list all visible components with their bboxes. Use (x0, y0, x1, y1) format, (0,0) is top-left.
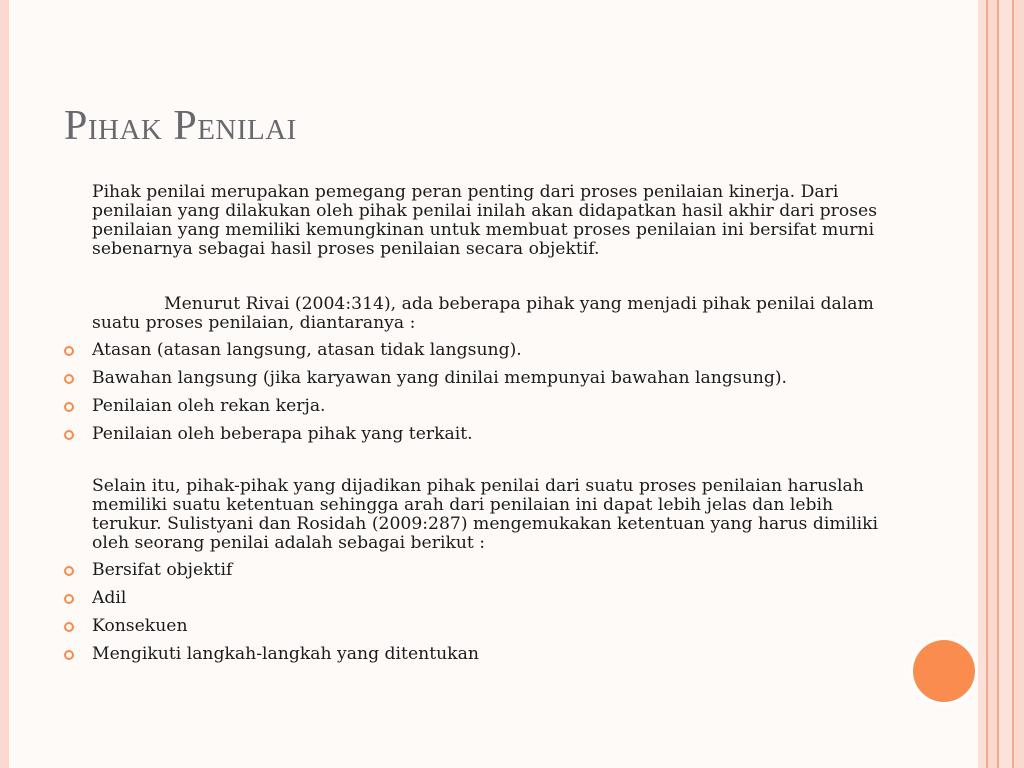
stripe (999, 0, 1012, 768)
bullet-icon (64, 346, 74, 356)
list-item-text: Adil (92, 588, 127, 608)
rivai-paragraph: Menurut Rivai (2004:314), ada beberapa pihak yang menjadi pihak penilai dalam suatu proses penilaian, diantaranya : (92, 294, 874, 333)
evaluator-list (92, 341, 882, 453)
list-item (92, 617, 882, 645)
criteria-list (92, 561, 882, 673)
stripe (978, 0, 986, 768)
slide-body (92, 183, 882, 673)
list-item-text: Penilaian oleh rekan kerja. (92, 396, 326, 416)
list-item (92, 561, 882, 589)
list-item-text: Mengikuti langkah-langkah yang ditentukan (92, 644, 479, 664)
list-item (92, 397, 882, 425)
list-item (92, 341, 882, 369)
list-item-text: Atasan (atasan langsung, atasan tidak langsung). (92, 340, 522, 360)
bullet-icon (64, 594, 74, 604)
stripe (1014, 0, 1024, 768)
list-item (92, 645, 882, 673)
selain-paragraph: Selain itu, pihak-pihak yang dijadikan pihak penilai dari suatu proses penilaian haruslah memiliki suatu ketentuan sehingga arah dari penilaian ini dapat lebih jelas dan lebih terukur. Sulistyani dan Rosidah (2009:287) mengemukakan ketentuan yang harus dimiliki oleh seorang penilai adalah sebagai berikut : (92, 476, 879, 553)
intro-paragraph: Pihak penilai merupakan pemegang peran penting dari proses penilaian kinerja. Dari penilaian yang dilakukan oleh pihak penilai inilah akan didapatkan hasil akhir dari proses penilaian yang memiliki kemungkinan untuk membuat proses penilaian ini bersifat murni sebenarnya sebagai hasil proses penilaian secara objektif. (92, 182, 878, 259)
list-item (92, 589, 882, 617)
list-item (92, 425, 882, 453)
list-item-text: Bersifat objektif (92, 560, 233, 580)
stripe (988, 0, 997, 768)
bullet-icon (64, 622, 74, 632)
decorative-stripes (978, 0, 1024, 768)
bullet-icon (64, 430, 74, 440)
list-item (92, 369, 882, 397)
slide-title: Pihak Penilai (64, 103, 297, 149)
list-item-text: Penilaian oleh beberapa pihak yang terkait. (92, 424, 473, 444)
bullet-icon (64, 650, 74, 660)
accent-circle (913, 640, 975, 702)
bullet-icon (64, 566, 74, 576)
list-item-text: Bawahan langsung (jika karyawan yang dinilai mempunyai bawahan langsung). (92, 368, 788, 388)
bullet-icon (64, 374, 74, 384)
list-item-text: Konsekuen (92, 616, 188, 636)
bullet-icon (64, 402, 74, 412)
